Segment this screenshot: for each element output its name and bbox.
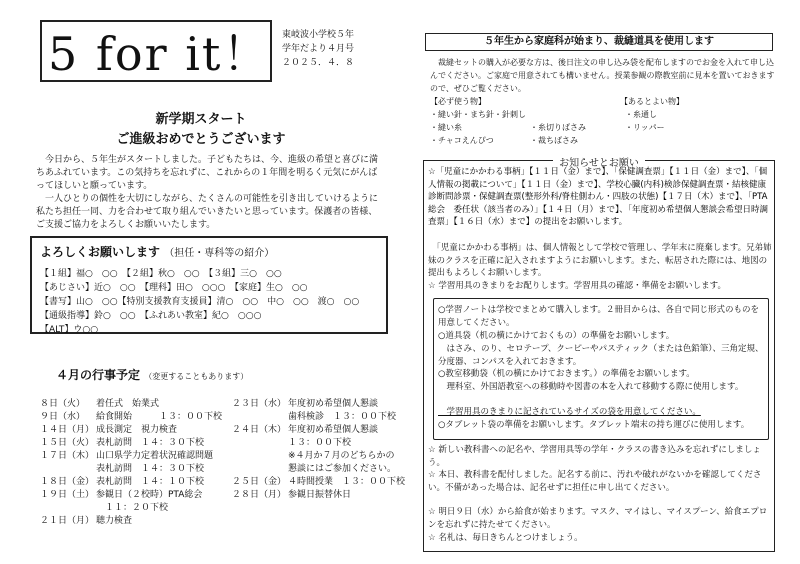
event-date: １５日（火） — [40, 438, 95, 448]
event-description: 年度初め希望個人懇談 — [288, 399, 379, 409]
sewing-item: ・糸切りばさみ — [530, 123, 586, 132]
issue-info — [282, 28, 354, 70]
staff-line: 【１組】福○ ○○ 【２組】秋○ ○○ 【３組】三○ ○○ — [40, 269, 282, 279]
supply-item: ○学習ノートは学校でまとめて購入します。２冊目からは、各自で同じ形式のものを用意してください。 — [438, 305, 759, 328]
notice-item: 「児童にかかわる事柄」は、個人情報として学校で管理し、学年末に廃棄します。兄弟姉妹のクラスを正確に記入されますようにお願いします。また、転居された際には、地図の提出もよろしくお願いします。 — [428, 243, 772, 278]
subheadline: ご進級おめでとうございます — [116, 132, 286, 147]
event-description: 山口県学力定着状況確認問題 — [96, 451, 214, 461]
event-date: ２８日（月） — [232, 490, 287, 500]
newsletter-title: 5 for it！ — [48, 27, 271, 81]
event-description: 表札訪問 １４：３０下校 — [96, 438, 205, 448]
notice-footer: ☆ 名札は、毎日きちんとつけましょう。 — [428, 533, 583, 543]
school-name: 東岐波小学校５年 — [282, 30, 355, 40]
sewing-title: ５年生から家庭科が始まり、裁縫道具を使用します — [425, 33, 773, 51]
staff-line: 【あじさい】近○ ○○ 【理科】田○ ○○○ 【家庭】生○ ○○ — [40, 283, 308, 293]
sewing-item: ・裁ちばさみ — [530, 136, 578, 145]
sewing-optional-item: ・糸通し — [625, 110, 657, 119]
staff-subtitle: （担任・専科等の紹介） — [164, 248, 275, 259]
notices-heading: お知らせとお願い — [423, 154, 775, 169]
event-description: 表札訪問 １４：３０下校 — [96, 464, 205, 474]
supply-item: ○教室移動袋（机の横にかけておきます。）の準備をお願いします。 — [438, 369, 695, 379]
event-description: 給食開始 １３：００下校 — [96, 412, 223, 422]
event-description: １３：００下校 — [288, 438, 352, 448]
intro-text: 今日から、５年生がスタートしました。子どもたちは、今、進級の希望と喜びに満ちあふれています。この気持ちを忘れずに、これからの１年間を明るく元気にがんばってほしいと願っています。 一人ひとりの個性を大切にしながら、たくさんの可能性を引き出していけるように私たち担任一同、力を合わせて取り組んでいきたいと思っています。保護者の皆様、ご支援ご協力をよろしくお願いいたします。 — [36, 155, 379, 230]
event-date: １９日（土） — [40, 490, 95, 500]
event-description: 成長測定 視力検査 — [96, 425, 178, 435]
notice-item: ☆ 学習用具のきまりをお配りします。学習用具の確認・準備をお願いします。 — [428, 281, 726, 291]
event-date: １４日（月） — [40, 425, 95, 435]
supply-item: ○道具袋（机の横にかけておくもの）の準備をお願いします。 — [438, 331, 675, 341]
supply-item: ○タブレット袋の準備をお願いします。タブレット端末の持ち運びに使用します。 — [438, 420, 750, 430]
event-date: ２１日（月） — [40, 516, 95, 526]
event-date: ９日（水） — [40, 412, 86, 422]
event-date: １８日（金） — [40, 477, 95, 487]
sewing-text: 裁縫セットの購入が必要な方は、後日注文の申し込み袋を配布しますのでお金を入れて申し込んでください。ご家庭で用意されても構いません。授業参観の際教室前に見本を置いておきますので、ぜひご覧ください。 — [430, 58, 775, 93]
issue-date: ２０２５．４．８ — [282, 58, 355, 68]
event-description: 参観日振替休日 — [288, 490, 352, 500]
event-date: ２３日（水） — [232, 399, 287, 409]
event-description: 歯科検診 １３：００下校 — [288, 412, 397, 422]
event-description: 着任式 始業式 — [96, 399, 160, 409]
supply-item: はさみ、のり、セロテープ、クーピーやパスティック（または色鉛筆）、三角定規、分度器、コンパスを入れておきます。 — [438, 344, 764, 367]
notice-footer: ☆ 新しい教科書への記名や、学習用具等の学年・クラスの書き込みを忘れずにしましょう。 — [428, 445, 761, 468]
event-description: ※４月か７月のどちらかの — [288, 451, 395, 461]
event-description: ４時間授業 １３：００下校 — [288, 477, 406, 487]
event-date: ２５日（金） — [232, 477, 287, 487]
required-label: 【必ず使う物】 — [430, 97, 486, 106]
notice-footer: ☆ 明日９日（水）から給食が始まります。マスク、マイはし、マイスプーン、給食エプロンを忘れずに持たせてください。 — [428, 507, 768, 530]
notice-footer: ☆ 本日、教科書を配付しました。記名する前に、汚れや破れがないかを確認してください。不備があった場合は、記名せずに担任に申し出てください。 — [428, 470, 762, 493]
event-description: 懇談にはご参加ください。 — [288, 464, 397, 474]
optional-label: 【あるとよい物】 — [620, 97, 684, 106]
event-description: 参観日（２校時）PTA総会 — [96, 490, 203, 500]
issue-name: 学年だより４月号 — [282, 44, 355, 54]
sewing-item: ・縫い針・まち針・針刺し — [430, 110, 526, 119]
notice-item: ☆「児童にかかわる事柄」【１１日（金）まで】、「保健調査票」【１１日（金）まで】、「個人情報の掲載について」【１１日（金）まで】、学校心臓(内科)検診保健調査票・結核健康診断問診票・保健調査票(整形外科/脊柱側わん・四肢の状態)【１７日（木）まで】、「PTA総会 委任状（該当者のみ）」【１４日（月）まで】、「年度初め希望個人懇談会希望日時調査票」【１６日（水）まで】の提出をお願いします。 — [428, 167, 769, 227]
event-description: 年度初め希望個人懇談 — [288, 425, 379, 435]
headline: 新学期スタート — [155, 112, 247, 127]
staff-line: 【通級指導】鈴○ ○○ 【ふれあい教室】紀○ ○○○ — [40, 311, 262, 321]
event-date: ８日（火） — [40, 399, 86, 409]
sewing-item: ・チャコえんぴつ — [430, 136, 494, 145]
event-description: 聴力検査 — [96, 516, 133, 526]
events-note: （変更することもあります） — [144, 372, 249, 381]
staff-title: よろしくお願いします （担任・専科等の紹介） — [40, 245, 275, 259]
sewing-optional-item: ・リッパー — [625, 123, 665, 132]
event-date: １７日（木） — [40, 451, 95, 461]
staff-line: 【ALT】ウ○○ — [40, 325, 99, 335]
event-date: ２４日（木） — [232, 425, 287, 435]
staff-line: 【書写】山○ ○○【特別支援教育支援員】清○ ○○ 中○ ○○ 渡○ ○○ — [40, 297, 360, 307]
supply-item: 理科室、外国語教室への移動時や図書の本を入れて移動する際に使用します。 — [438, 382, 744, 392]
events-heading: ４月の行事予定 （変更することもあります） — [56, 368, 249, 382]
event-description: 表札訪問 １４：１０下校 — [96, 477, 205, 487]
supply-item: 学習用具のきまりに記されているサイズの袋を用意してください。 — [438, 407, 701, 417]
sewing-item: ・縫い糸 — [430, 123, 462, 132]
event-description: １１：２０下校 — [96, 503, 169, 513]
